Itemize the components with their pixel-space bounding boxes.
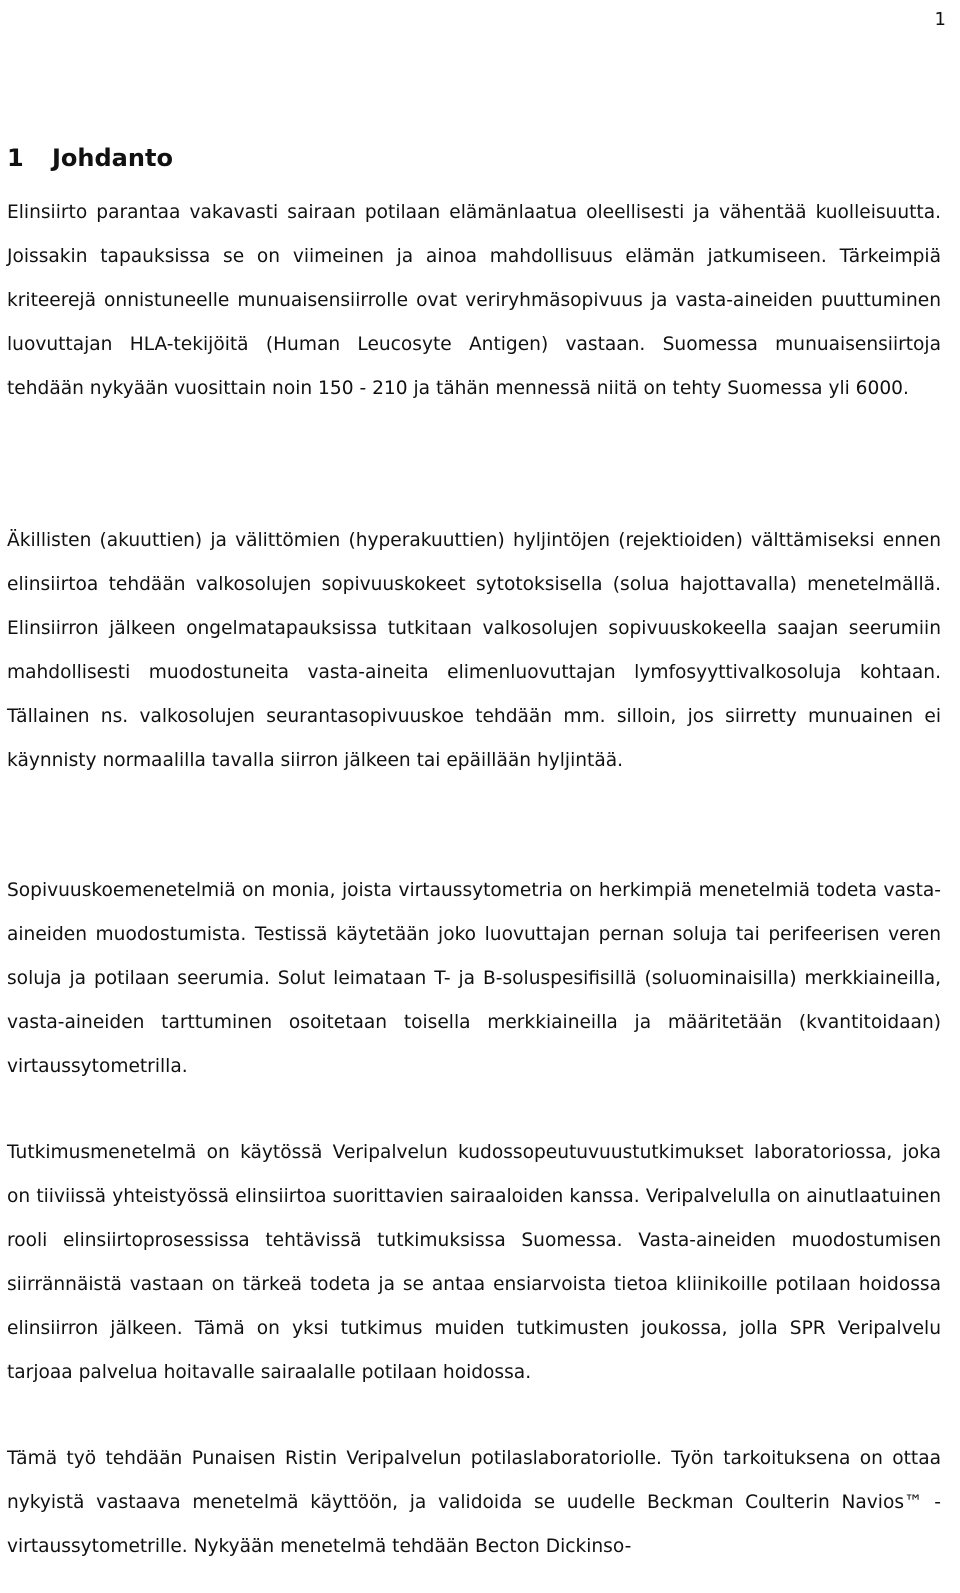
section-heading [7, 140, 173, 176]
paragraph-methods: Sopivuuskoemenetelmiä on monia, joista virtaussytometria on herkimpiä menetelmiä todeta vasta-aineiden muodostumista. Testissä käytetään joko luovuttajan pernan soluja tai perifeerisen veren soluja ja potilaan seerumia. Solut leimataan T- ja B-soluspesifisillä (soluominaisilla) merkkiaineilla, vasta-aineiden tarttuminen osoitetaan toisella merkkiaineilla ja määritetään (kvantitoidaan) virtaussytometrilla. [7, 880, 941, 1077]
paragraph-intro: Elinsiirto parantaa vakavasti sairaan potilaan elämänlaatua oleellisesti ja vähentää kuolleisuutta. Joissakin tapauksissa se on viimeinen ja ainoa mahdollisuus elämän jatkumiseen. Tärkeimpiä kriteerejä onnistuneelle munuaisensiirrolle ovat veriryhmäsopivuus ja vasta-aineiden puuttuminen luovuttajan HLA-tekijöitä (Human Leucosyte Antigen) vastaan. Suomessa munuaisensiirtoja tehdään nykyään vuosittain noin 150 - 210 ja tähän mennessä niitä on tehty Suomessa yli 6000. [7, 202, 941, 399]
page-number: 1 [934, 9, 946, 30]
section-number: 1 [7, 144, 24, 172]
section-title: Johdanto [52, 144, 173, 172]
paragraph-purpose: Tämä työ tehdään Punaisen Ristin Veripalvelun potilaslaboratoriolle. Työn tarkoituksena on ottaa nykyistä vastaava menetelmä käyttöön, ja validoida se uudelle Beckman Coulterin Navios™ -virtaussytometrille. Nykyään menetelmä tehdään Becton Dickinso- [7, 1448, 941, 1557]
paragraph-rejection: Äkillisten (akuuttien) ja välittömien (hyperakuuttien) hyljintöjen (rejektioiden) välttämiseksi ennen elinsiirtoa tehdään valkosolujen sopivuuskokeet sytotoksisella (solua hajottavalla) menetelmällä. Elinsiirron jälkeen ongelmatapauksissa tutkitaan valkosolujen sopivuuskokeella saajan seerumiin mahdollisesti muodostuneita vasta-aineita elimenluovuttajan lymfosyyttivalkosoluja kohtaan. Tällainen ns. valkosolujen seurantasopivuuskoe tehdään mm. silloin, jos siirretty munuainen ei käynnisty normaalilla tavalla siirron jälkeen tai epäillään hyljintää. [7, 530, 941, 771]
paragraph-laboratory: Tutkimusmenetelmä on käytössä Veripalvelun kudossopeutuvuustutkimukset laboratoriossa, joka on tiiviissä yhteistyössä elinsiirtoa suorittavien sairaaloiden kanssa. Veripalvelulla on ainutlaatuinen rooli elinsiirtoprosessissa tehtävissä tutkimuksissa Suomessa. Vasta-aineiden muodostumisen siirrännäistä vastaan on tärkeä todeta ja se antaa ensiarvoista tietoa kliinikoille potilaan hoidossa elinsiirron jälkeen. Tämä on yksi tutkimus muiden tutkimusten joukossa, jolla SPR Veripalvelu tarjoaa palvelua hoitavalle sairaalalle potilaan hoidossa. [7, 1142, 941, 1383]
